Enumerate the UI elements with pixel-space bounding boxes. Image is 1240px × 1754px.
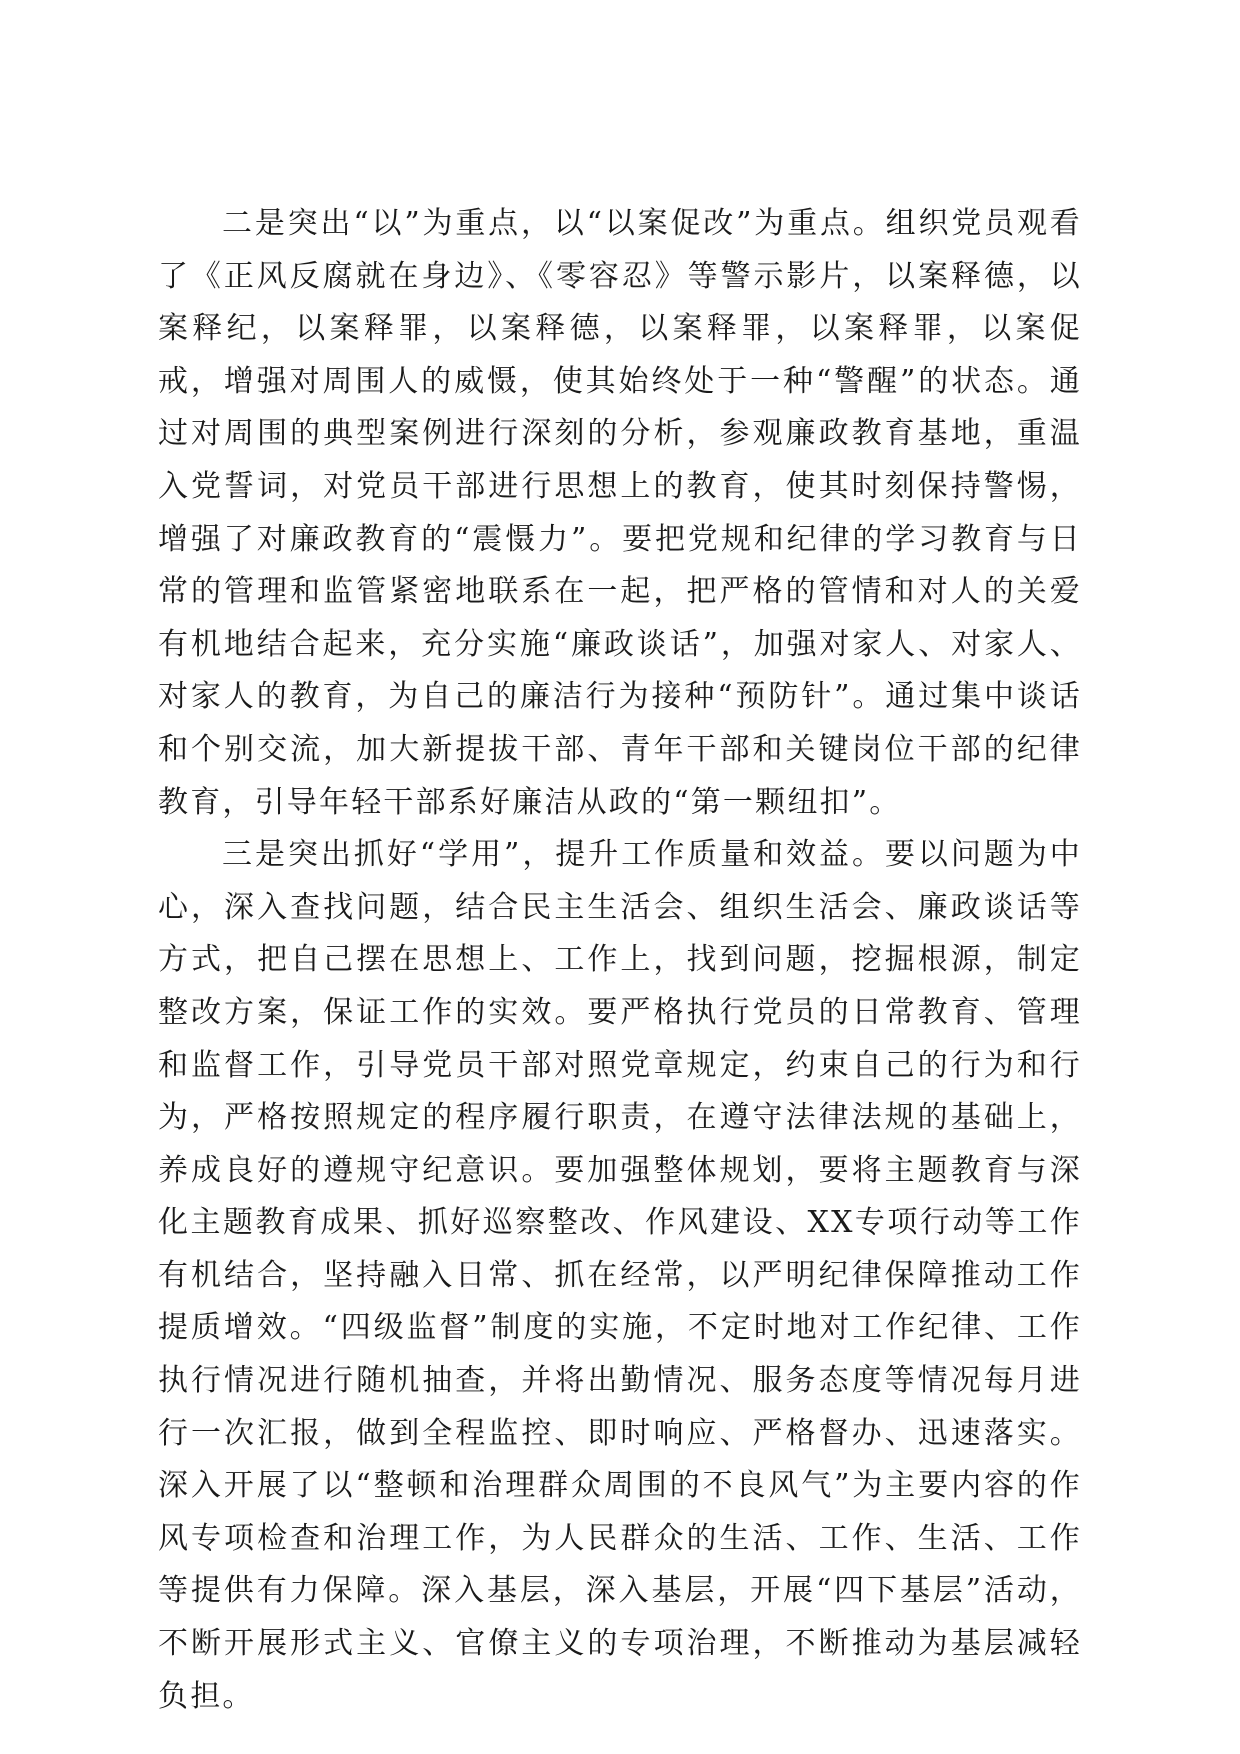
paragraph-second-point: 二是突出“以”为重点，以“以案促改”为重点。组织党员观看了《正风反腐就在身边》、《零容忍》等警示影片，以案释德，以案释纪，以案释罪，以案释德，以案释罪，以案释罪，以案促戒，增强对周围人的威慑，使其始终处于一种“警醒”的状态。通过对周围的典型案例进行深刻的分析，参观廉政教育基地，重温入党誓词，对党员干部进行思想上的教育，使其时刻保持警惕，增强了对廉政教育的“震慑力”。要把党规和纪律的学习教育与日常的管理和监管紧密地联系在一起，把严格的管情和对人的关爱有机地结合起来，充分实施“廉政谈话”，加强对家人、对家人、对家人的教育，为自己的廉洁行为接种“预防针”。通过集中谈话和个别交流，加大新提拔干部、青年干部和关键岗位干部的纪律教育，引导年轻干部系好廉洁从政的“第一颗纽扣”。 [158, 206, 1082, 820]
paragraph-third-point: 三是突出抓好“学用”，提升工作质量和效益。要以问题为中心，深入查找问题，结合民主生活会、组织生活会、廉政谈话等方式，把自己摆在思想上、工作上，找到问题，挖掘根源，制定整改方案，保证工作的实效。要严格执行党员的日常教育、管理和监督工作，引导党员干部对照党章规定，约束自己的行为和行为，严格按照规定的程序履行职责，在遵守法律法规的基础上，养成良好的遵规守纪意识。要加强整体规划，要将主题教育与深化主题教育成果、抓好巡察整改、作风建设、XX专项行动等工作有机结合，坚持融入日常、抓在经常，以严明纪律保障推动工作提质增效。“四级监督”制度的实施，不定时地对工作纪律、工作执行情况进行随机抽查，并将出勤情况、服务态度等情况每月进行一次汇报，做到全程监控、即时响应、严格督办、迅速落实。深入开展了以“整顿和治理群众周围的不良风气”为主要内容的作风专项检查和治理工作，为人民群众的生活、工作、生活、工作等提供有力保障。深入基层，深入基层，开展“四下基层”活动，不断开展形式主义、官僚主义的专项治理，不断推动为基层减轻负担。 [158, 837, 1082, 1714]
document-body [158, 198, 1082, 1723]
